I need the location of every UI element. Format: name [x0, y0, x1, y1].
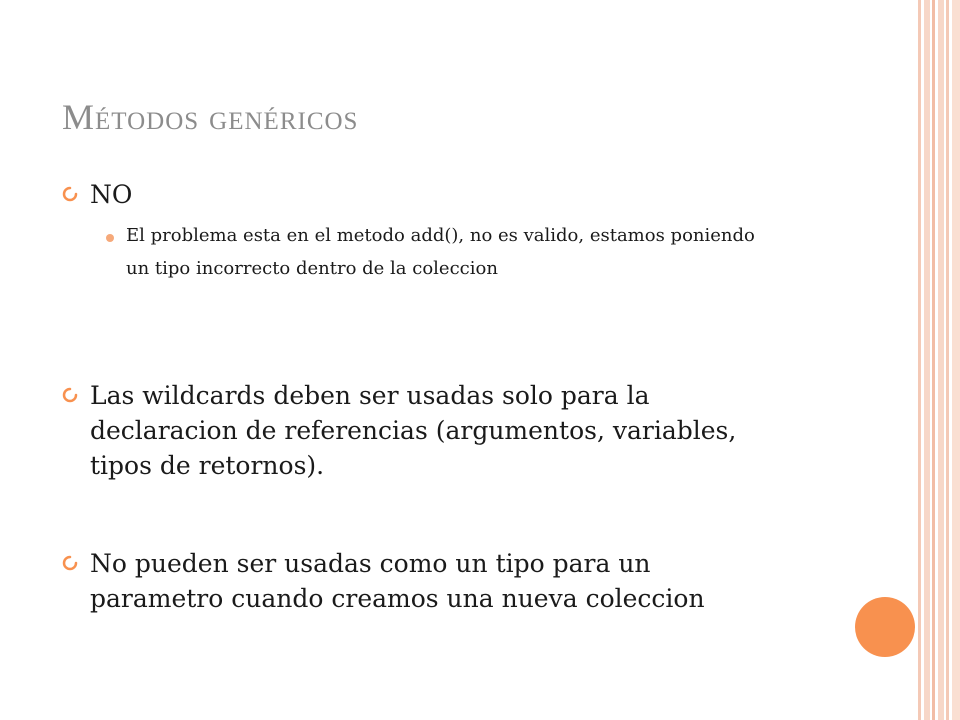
slide-title: Métodos genéricos	[62, 97, 359, 137]
edge-stripe	[952, 0, 960, 720]
bullet-text: Las wildcards deben ser usadas solo para la declaracion de referencias (argumentos, variables, tipos de retornos).	[90, 381, 737, 480]
bullet-item	[62, 378, 790, 483]
edge-stripe	[924, 0, 930, 720]
edge-stripe	[932, 0, 935, 720]
bullet-text: No pueden ser usadas como un tipo para un parametro cuando creamos una nueva coleccion	[90, 549, 705, 613]
decorative-circle	[855, 597, 915, 657]
open-ring-icon	[62, 186, 78, 202]
bullet-item	[62, 546, 790, 616]
edge-stripe	[946, 0, 949, 720]
open-ring-icon	[62, 387, 78, 403]
edge-stripe	[918, 0, 921, 720]
edge-stripe	[938, 0, 944, 720]
bullet-text: NO	[90, 180, 133, 209]
sub-bullet-item	[106, 225, 766, 285]
bullet-item	[62, 177, 790, 212]
dot-icon	[106, 234, 114, 242]
sub-bullet-text: El problema esta en el metodo add(), no es valido, estamos poniendo un tipo incorrecto dentro de la coleccion	[126, 225, 755, 279]
open-ring-icon	[62, 555, 78, 571]
